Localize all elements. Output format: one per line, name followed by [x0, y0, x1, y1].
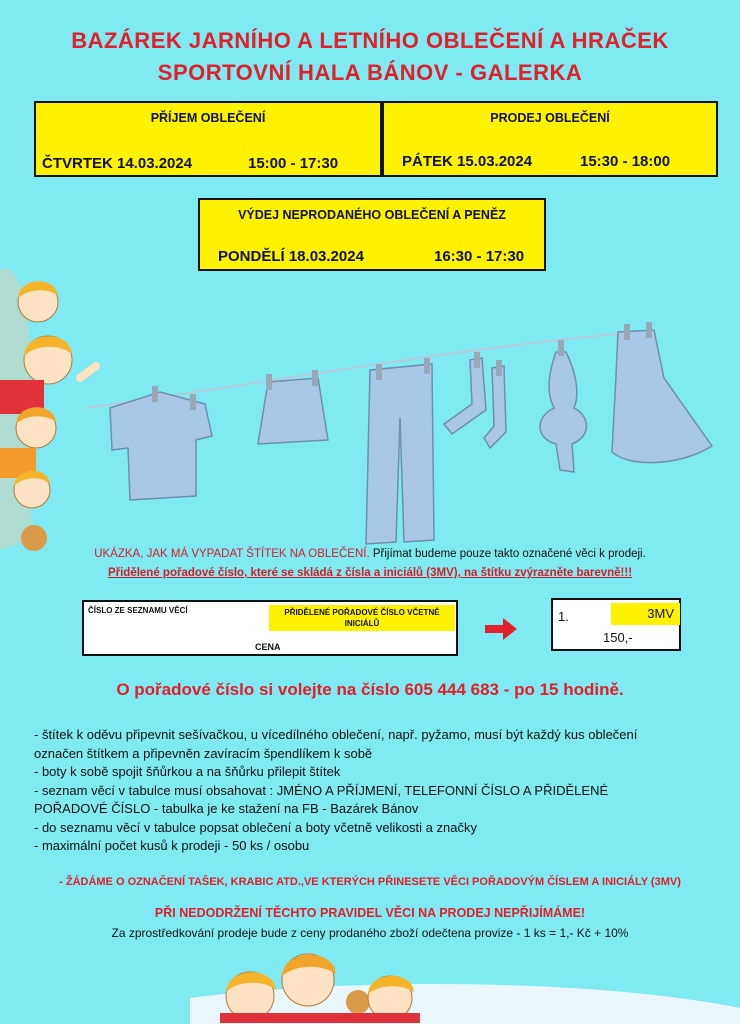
intake-box	[34, 101, 382, 177]
pickup-time: 16:30 - 17:30	[434, 248, 525, 265]
sample-caption-highlight: UKÁZKA, JAK MÁ VYPADAT ŠTÍTEK NA OBLEČENÍ.	[94, 548, 370, 560]
rule-line: - seznam věcí v tabulce musí obsahovat : JMÉNO A PŘÍJMENÍ, TELEFONNÍ ČÍSLO A PŘIDĚLENÉ	[34, 782, 609, 798]
bunny-toy-icon	[540, 352, 587, 472]
sample-caption	[0, 548, 740, 560]
example-price: 150,-	[603, 630, 633, 645]
venue-subtitle: SPORTOVNÍ HALA BÁNOV - GALERKA	[157, 60, 583, 85]
call-line: O pořadové číslo si volejte na číslo 605 444 683 - po 15 hodině.	[116, 680, 624, 699]
fee-line: Za zprostředkování prodeje bude z ceny prodaného zboží odečtena provize - 1 ks = 1,- Kč + 10%	[111, 926, 629, 940]
sale-time: 15:30 - 18:00	[580, 153, 671, 170]
sale-box	[382, 101, 718, 177]
sample-instruction: Přidělené pořadové číslo, které se skládá z čísla a iniciálů (3MV), na štítku zvýrazněte barevně!!!	[107, 567, 633, 579]
shirt-icon	[110, 392, 212, 500]
rule-line: označen štítkem a připevněn zavíracím špendlíkem k sobě	[34, 745, 373, 761]
page-title: BAZÁREK JARNÍHO A LETNÍHO OBLEČENÍ A HRAČEK	[71, 28, 669, 53]
example-number: 1.	[558, 609, 569, 624]
sale-label: PRODEJ OBLEČENÍ	[490, 111, 610, 125]
warning-line: PŘI NEDODRŽENÍ TĚCHTO PRAVIDEL VĚCI NA PRODEJ NEPŘIJÍMÁME!	[154, 906, 586, 920]
rule-line: - do seznamu věcí v tabulce popsat oblečení a boty včetně velikosti a značky	[34, 819, 477, 835]
clothesline-illustration	[0, 260, 740, 560]
rule-line: - boty k sobě spojit šňůrkou a na šňůrku přilepit štítek	[34, 764, 341, 779]
price-label: CENA	[255, 642, 281, 652]
rule-line: - štítek k oděvu připevnit sešívačkou, u vícedílného oblečení, např. pyžamo, musí být každý kus oblečení	[34, 727, 638, 742]
rule-line: POŘADOVÉ ČÍSLO - tabulka je ke stažení na FB - Bazárek Bánov	[34, 801, 419, 816]
arrow-right-icon	[483, 616, 519, 642]
rule-line: - maximální počet kusů k prodeji - 50 ks / osobu	[34, 838, 310, 853]
trousers-icon	[366, 364, 434, 544]
sale-date: PÁTEK 15.03.2024	[402, 153, 533, 170]
sample-caption-rest: Přijímat budeme pouze takto označené věci k prodeji.	[369, 548, 646, 560]
intake-time: 15:00 - 17:30	[248, 155, 339, 172]
pickup-date: PONDĚLÍ 18.03.2024	[218, 248, 364, 265]
tag-example	[551, 598, 681, 651]
example-initials: 3MV	[611, 603, 680, 625]
dress-icon	[612, 330, 712, 463]
intake-label: PŘÍJEM OBLEČENÍ	[150, 111, 266, 125]
list-number-label: ČÍSLO ZE SEZNAMU VĚCÍ	[88, 606, 188, 615]
bag-notice: - ŽÁDÁME O OZNAČENÍ TAŠEK, KRABIC ATD.,VE KTERÝCH PŘINESETE VĚCI POŘADOVÝM ČÍSLEM A INICIÁLY (3MV)	[59, 876, 681, 888]
assigned-number-label: PŘIDĚLENÉ POŘADOVÉ ČÍSLO VČETNĚ INICIÁLŮ	[269, 605, 455, 631]
tag-template	[82, 600, 458, 656]
socks-icon	[444, 358, 486, 434]
peeking-kids-illustration	[0, 269, 96, 551]
rules-list	[34, 726, 714, 856]
intake-date: ČTVRTEK 14.03.2024	[42, 155, 193, 172]
kids-bottom-illustration	[190, 938, 740, 1024]
pickup-label: VÝDEJ NEPRODANÉHO OBLEČENÍ A PENĚZ	[238, 208, 506, 222]
